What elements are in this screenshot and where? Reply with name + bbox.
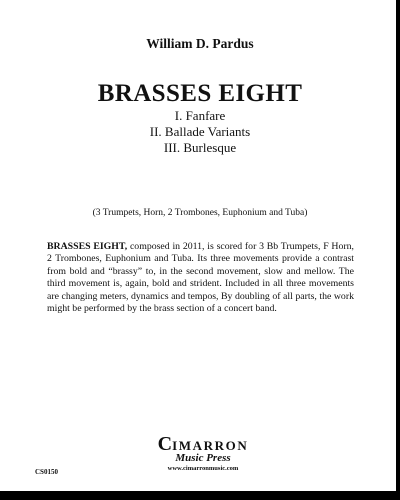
work-title: BRASSES EIGHT: [97, 80, 303, 107]
publisher-logo: [148, 433, 258, 477]
page-border-bottom: [0, 491, 400, 500]
publisher-wordmark-initial: C: [157, 433, 173, 455]
description-body: composed in 2011, is scored for 3 Bb Trumpets, F Horn, 2 Trombones, Euphonium and Tuba. Its three movements provide a contrast from bold and “brassy” to, in the second movement, slow and mellow. The third movement is, again, bold and strident. Included in all three movements are changing meters, dynamics and tempos, By doubling of all parts, the work might be performed by the brass section of a concert band.: [47, 241, 354, 315]
movement-list: [0, 108, 400, 156]
catalog-number: CS0150: [35, 468, 58, 476]
movement-item: III. Burlesque: [163, 140, 237, 155]
instrumentation-line: (3 Trumpets, Horn, 2 Trombones, Euphonium and Tuba): [92, 208, 308, 218]
program-description: [47, 241, 354, 315]
publisher-wordmark-rest: IMARRON: [172, 438, 249, 453]
composer-name: William D. Pardus: [146, 36, 254, 51]
publisher-url: www.cimarronmusic.com: [167, 465, 239, 472]
description-lead: BRASSES EIGHT,: [47, 241, 128, 252]
page-border-right: [396, 0, 400, 500]
movement-item: I. Fanfare: [174, 108, 226, 123]
publisher-subtitle: Music Press: [175, 452, 231, 464]
movement-item: II. Ballade Variants: [149, 124, 251, 139]
